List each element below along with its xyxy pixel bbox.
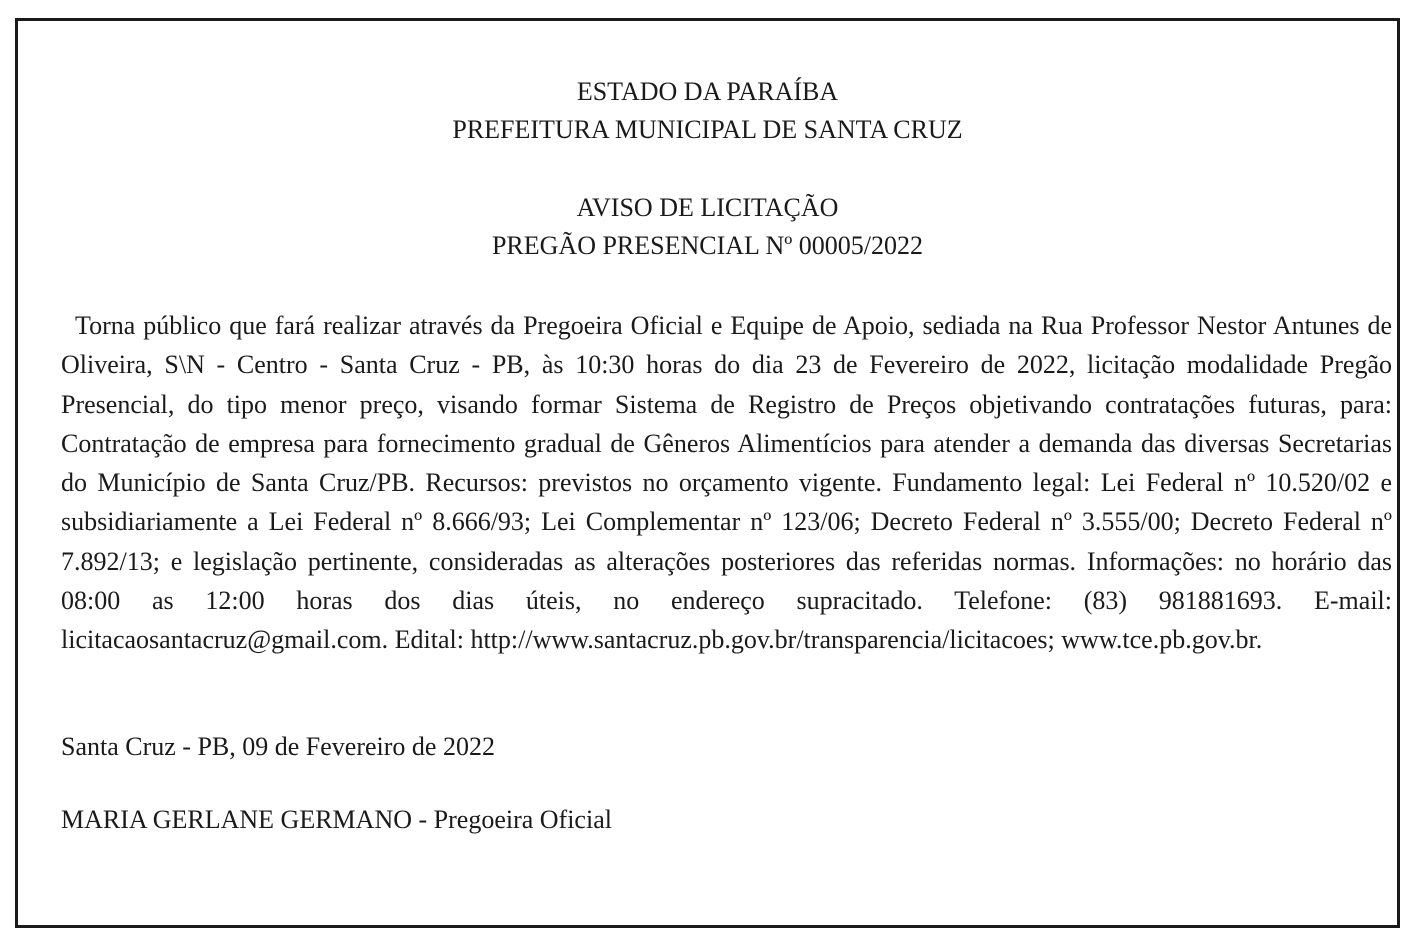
notice-frame xyxy=(15,18,1400,928)
notice-subtitle: PREGÃO PRESENCIAL Nº 00005/2022 xyxy=(491,231,924,260)
signature-line: MARIA GERLANE GERMANO - Pregoeira Oficial xyxy=(61,805,612,834)
state-name: ESTADO DA PARAÍBA xyxy=(576,77,839,106)
notice-body: Torna público que fará realizar através da Pregoeira Oficial e Equipe de Apoio, sediada na Rua Professor Nestor Antunes de Oliveira, S\N - Centro - Santa Cruz - PB, às 10:30 horas do dia 23 de Fevereiro de 2022, licitação modalidade Pregão Presencial, do tipo menor preço, visando formar Sistema de Registro de Preços objetivando contratações futuras, para: Contratação de empresa para fornecimento gradual de Gêneros Alimentícios para atender a demanda das diversas Secretarias do Município de Santa Cruz/PB. Recursos: previstos no orçamento vigente. Fundamento legal: Lei Federal nº 10.520/02 e subsidiariamente a Lei Federal nº 8.666/93; Lei Complementar nº 123/06; Decreto Federal nº 3.555/00; Decreto Federal nº 7.892/13; e legislação pertinente, consideradas as alterações posteriores das referidas normas. Informações: no horário das 08:00 as 12:00 horas dos dias úteis, no endereço supracitado. Telefone: (83) 981881693. E-mail: licitacaosantacruz@gmail.com. Edital: http://www.santacruz.pb.gov.br/transparencia/licitacoes; www.tce.pb.gov.br. xyxy=(61,311,1392,655)
issuer-header xyxy=(18,73,1397,149)
prefecture-name: PREFEITURA MUNICIPAL DE SANTA CRUZ xyxy=(452,115,963,144)
notice-date: Santa Cruz - PB, 09 de Fevereiro de 2022 xyxy=(61,732,495,761)
notice-title: AVISO DE LICITAÇÃO xyxy=(576,193,839,222)
notice-heading xyxy=(18,189,1397,265)
